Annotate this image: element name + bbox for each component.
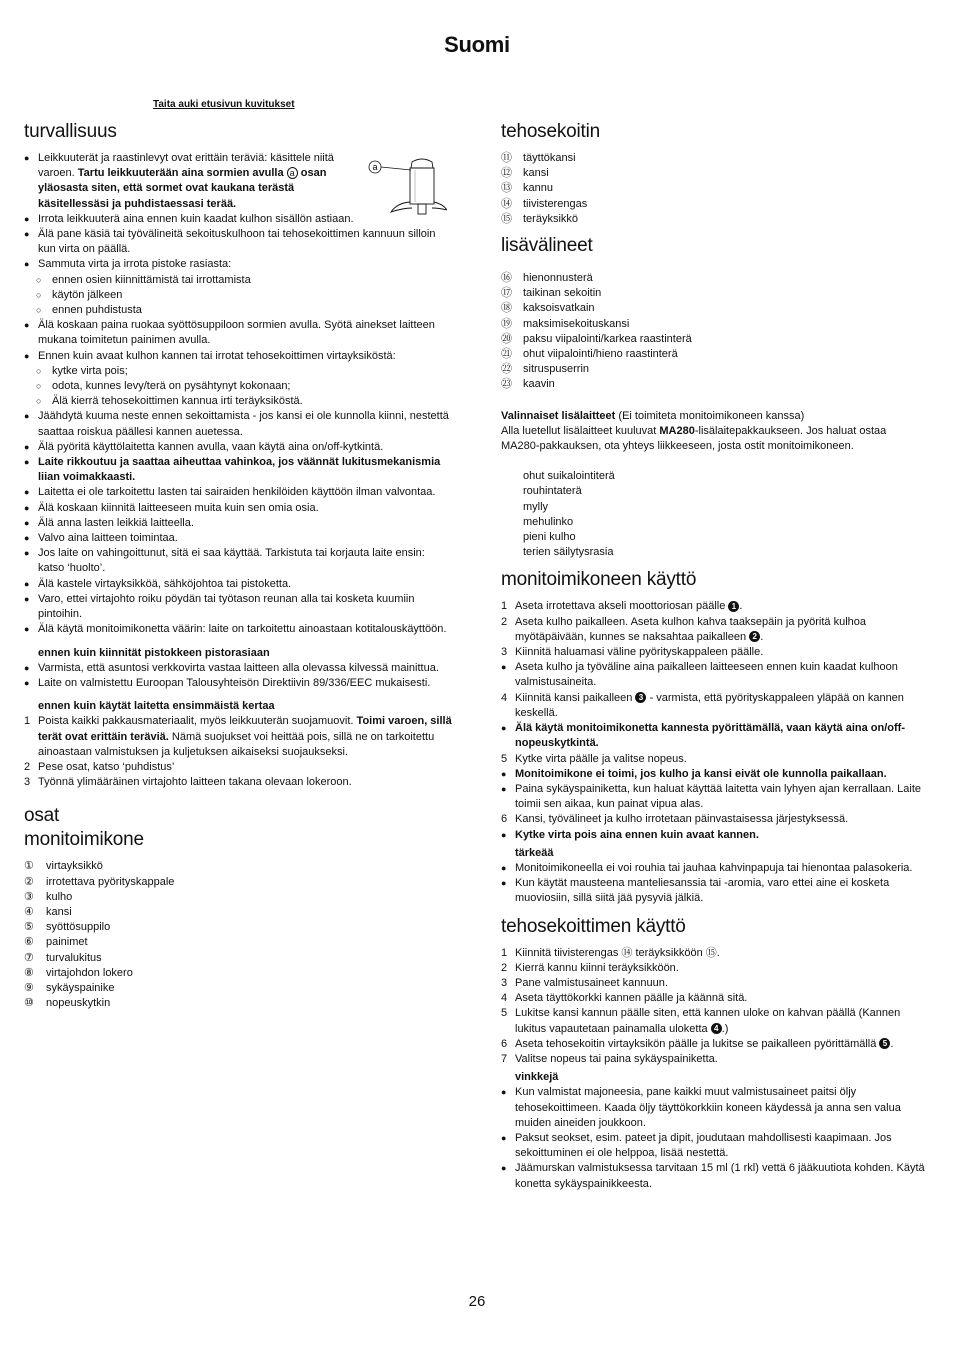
page-number: 26 xyxy=(468,1293,486,1310)
fold-note: Taita auki etusivun kuvitukset xyxy=(153,99,295,110)
part-item: ① virtayksikkö xyxy=(24,860,103,873)
optional-item: mylly xyxy=(523,500,549,513)
safety-item: ● Älä koskaan kiinnitä laitteeseen muita kuin sen omia osia. xyxy=(24,501,454,516)
sub-item: ○ käytön jälkeen xyxy=(24,288,454,303)
sub-item: ○ kytke virta pois; xyxy=(24,364,454,379)
use-step: 1 Aseta irrotettava akseli moottoriosan päälle 1 . xyxy=(501,600,743,613)
before-plug-list xyxy=(24,661,454,691)
step-badge: 5 xyxy=(879,1038,890,1049)
blender-step: 2 Kierrä kannu kiinni teräyksikköön. xyxy=(501,961,679,974)
important-heading: tärkeää xyxy=(515,846,554,859)
part-item: ⑩ nopeuskytkin xyxy=(24,997,111,1010)
safety-list xyxy=(24,151,454,638)
safety-item: ● Valvo aina laitteen toimintaa. xyxy=(24,531,454,546)
tip-item: ● Kun valmistat majoneesia, pane kaikki muut valmistusaineet paitsi öljy tehosekoittimeen. Kaada öljy täyttökorkkiin koneen käydessä ja anna sen valua muiden aineiden joukkoon. xyxy=(501,1085,926,1131)
accessories-heading: lisävälineet xyxy=(501,235,593,257)
use-step: 2 Aseta kulho paikalleen. Aseta kulhon kahva taaksepäin ja pyöritä kulhoa myötäpäivään, kunnes se naksahtaa paikalleen 2 . xyxy=(501,615,867,643)
sub-item: ○ Älä kierrä tehosekoittimen kannua irti teräyksiköstä. xyxy=(24,394,454,409)
left-column xyxy=(24,120,454,1011)
tip-item: ● Jäämurskan valmistuksessa tarvitaan 15 ml (1 rkl) vettä 6 jääkuutiota kohden. Käytä konetta sykäyspainikkeesta. xyxy=(501,1161,926,1191)
safety-item: ● Ennen kuin avaat kulhon kannen tai irrotat tehosekoittimen virtayksiköstä: xyxy=(24,349,454,364)
safety-item: ● Laitetta ei ole tarkoitettu lasten tai sairaiden henkilöiden käyttöön ilman valvontaa. xyxy=(24,485,454,500)
step-badge: 3 xyxy=(635,692,646,703)
accessory-item: ⑲ maksimisekoituskansi xyxy=(501,317,630,330)
first-use-step: 3 Työnnä ylimääräinen virtajohto laitteen takana olevaan lokeroon. xyxy=(24,776,352,789)
step-badge: 4 xyxy=(711,1023,722,1034)
safety-item: ● Irrota leikkuuterä aina ennen kuin kaadat kulhon sisällön astiaan. xyxy=(24,212,356,227)
optional-accessories: Valinnaiset lisälaitteet (Ei toimiteta monitoimikoneen kanssa) Alla luetellut lisälaitteet kuuluvat MA280-lisälaitepakkaukseen. Jos haluat ostaa MA280-pakkauksen, ota yhteys liikkeeseen, josta ostit monitoimikoneen. xyxy=(501,409,887,453)
part-item: ⑦ turvalukitus xyxy=(24,951,102,964)
part-item: ⑪ täyttökansi xyxy=(501,152,576,164)
step-badge: 2 xyxy=(749,631,760,642)
blender-step: 7 Valitse nopeus tai paina sykäyspainiketta. xyxy=(501,1052,718,1065)
use-step: 5 Kytke virta päälle ja valitse nopeus. xyxy=(501,752,687,765)
accessory-item: ㉑ ohut viipalointi/hieno raastinterä xyxy=(501,348,678,361)
blender-step: 1 Kiinnitä tiivisterengas ⑭ teräyksikköön ⑮. xyxy=(501,946,720,959)
accessory-item: ㉓ kaavin xyxy=(501,378,555,391)
optional-item: pieni kulho xyxy=(523,531,576,544)
use-warning: ● Älä käytä monitoimikonetta kannesta pyörittämällä, vaan käytä aina on/off-nopeuskytkintä. xyxy=(501,721,926,751)
important-list xyxy=(501,861,926,907)
blender-step: 3 Pane valmistusaineet kannuun. xyxy=(501,976,668,989)
part-item: ⑮ teräyksikkö xyxy=(501,212,579,225)
part-item: ④ kansi xyxy=(24,905,72,918)
blender-step: 5 Lukitse kansi kannun päälle siten, että kannen uloke on kahvan päällä (Kannen lukitus vapautetaan painamalla uloketta 4 .) xyxy=(501,1007,901,1035)
blender-use-steps xyxy=(501,946,926,1068)
accessory-item: ㉒ sitruspuserrin xyxy=(501,363,590,376)
accessories-list xyxy=(501,271,926,393)
safety-item: ● Jäähdytä kuuma neste ennen sekoittamista - jos kansi ei ole kunnolla kiinni, nestettä saattaa roiskua päällesi kannen auetessa. xyxy=(24,409,454,439)
part-item: ⑭ tiivisterengas xyxy=(501,197,588,210)
use-step: 3 Kiinnitä haluamasi väline pyörityskappaleen päälle. xyxy=(501,646,764,659)
machine-heading: monitoimikone xyxy=(24,829,144,851)
optional-item: rouhintaterä xyxy=(523,485,582,498)
sub-item: ○ ennen puhdistusta xyxy=(24,303,454,318)
blender-step: 4 Aseta täyttökorkki kannen päälle ja käännä sitä. xyxy=(501,992,748,1005)
use-note: ● Aseta kulho ja työväline aina paikalleen laitteeseen ennen kuin kaadat kulhoon valmistusaineita. xyxy=(501,660,926,690)
use-heading: monitoimikoneen käyttö xyxy=(501,569,697,591)
machine-parts-list xyxy=(24,859,454,1011)
before-plug-heading: ennen kuin kiinnität pistokkeen pistorasiaan xyxy=(38,646,270,659)
accessory-item: ⑰ taikinan sekoitin xyxy=(501,287,602,300)
first-use-step: 1 Poista kaikki pakkausmateriaalit, myös leikkuuterän suojamuovit. Toimi varoen, sillä terät ovat erittäin teräviä. Nämä suojukset voi heittää pois, sillä ne on tarkoitettu ainoastaan valmistuksen ja kuljetuksen aikaiseksi suojaukseksi. xyxy=(24,715,452,758)
parts-heading: osat xyxy=(24,805,60,827)
first-use-heading: ennen kuin käytät laitetta ensimmäistä kertaa xyxy=(38,700,275,713)
blender-use-heading: tehosekoittimen käyttö xyxy=(501,915,686,937)
safety-item: ● Älä kastele virtayksikköä, sähköjohtoa tai pistoketta. xyxy=(24,577,454,592)
part-item: ⑬ kannu xyxy=(501,182,553,195)
step-badge: 1 xyxy=(728,601,739,612)
figure-label: a xyxy=(372,162,378,172)
optional-item: ohut suikalointiterä xyxy=(523,470,615,483)
use-steps xyxy=(501,599,926,842)
accessory-item: ⑳ paksu viipalointi/karkea raastinterä xyxy=(501,332,692,345)
safety-item: ● Älä koskaan paina ruokaa syöttösuppiloon sormien avulla. Syötä ainekset laitteen mukana toimitetun painimen avulla. xyxy=(24,318,454,348)
part-item: ⑨ sykäyspainike xyxy=(24,981,115,994)
important-item: ● Monitoimikoneella ei voi rouhia tai jauhaa kahvinpapuja tai hienontaa palasokeria. xyxy=(501,861,926,876)
tip-item: ● Paksut seokset, esim. pateet ja dipit, joudutaan mahdollisesti kaapimaan. Jos sekoittuminen ei ole helppoa, lisää nestettä. xyxy=(501,1131,926,1161)
right-column xyxy=(501,120,926,1192)
blender-step: 6 Aseta tehosekoitin virtayksikön päälle ja lukitse se paikalleen pyörittämällä 5 . xyxy=(501,1037,894,1050)
important-item: ● Kun käytät mausteena manteliesanssia tai -aromia, varo ettei aine ei kosketa muoviosiin, sillä siitä jää pysyviä jälkiä. xyxy=(501,876,926,906)
part-item: ⑤ syöttösuppilo xyxy=(24,921,111,934)
tips-list xyxy=(501,1085,926,1191)
part-item: ② irrotettava pyörityskappale xyxy=(24,875,175,888)
safety-item: ● Jos laite on vahingoittunut, sitä ei saa käyttää. Tarkistuta tai korjauta laite ensin: katso ‘huolto’. xyxy=(24,546,454,576)
optional-item: mehulinko xyxy=(523,515,574,528)
use-step: 6 Kansi, työvälineet ja kulho irrotetaan päinvastaisessa järjestyksessä. xyxy=(501,813,849,826)
page-title: Suomi xyxy=(444,32,510,57)
tips-heading: vinkkejä xyxy=(515,1071,559,1084)
safety-item: ● Älä anna lasten leikkiä laitteella. xyxy=(24,516,454,531)
safety-item: ● Leikkuuterät ja raastinlevyt ovat erittäin teräviä: käsittele niitä varoen. Tartu leikkuuterään aina sormien avulla a osan yläosasta siten, että sormet ovat kaukana terästä käsitellessäsi ja puhdistaessasi terää. xyxy=(24,151,356,212)
use-warning: ● Kytke virta pois aina ennen kuin avaat kannen. xyxy=(501,828,926,843)
before-plug-item: ● Varmista, että asuntosi verkkovirta vastaa laitteen alla olevassa kilvessä mainittua. xyxy=(24,661,454,676)
part-item: ⑧ virtajohdon lokero xyxy=(24,966,133,979)
part-item: ⑫ kansi xyxy=(501,167,549,180)
blender-parts-list xyxy=(501,151,926,227)
optional-item: terien säilytysrasia xyxy=(523,546,614,559)
first-use-step: 2 Pese osat, katso ‘puhdistus’ xyxy=(24,760,175,773)
use-warning: ● Monitoimikone ei toimi, jos kulho ja kansi eivät ole kunnolla paikallaan. xyxy=(501,767,926,782)
safety-heading: turvallisuus xyxy=(24,121,117,142)
before-plug-item: ● Laite on valmistettu Euroopan Talousyhteisön Direktiivin 89/336/EEC mukaisesti. xyxy=(24,676,454,691)
safety-item: ● Sammuta virta ja irrota pistoke rasiasta: xyxy=(24,257,454,272)
safety-item: ● Älä pyöritä käyttölaitetta kannen avulla, vaan käytä aina on/off-kytkintä. xyxy=(24,440,454,455)
part-item: ⑥ painimet xyxy=(24,936,88,949)
accessory-item: ⑯ hienonnusterä xyxy=(501,272,593,285)
use-note: ● Paina sykäyspainiketta, kun haluat käyttää laitetta vain lyhyen ajan kerrallaan. Laite toimii sen aikaa, kun painat vipua alas. xyxy=(501,782,926,812)
safety-item: ● Älä käytä monitoimikonetta väärin: laite on tarkoitettu ainoastaan kotitalouskäyttöön. xyxy=(24,622,454,637)
safety-item: ● Älä pane käsiä tai työvälineitä sekoituskulhoon tai tehosekoittimen kannuun silloin kun virta on päällä. xyxy=(24,227,454,257)
sub-item: ○ ennen osien kiinnittämistä tai irrottamista xyxy=(24,273,454,288)
part-item: ③ kulho xyxy=(24,890,73,903)
accessory-item: ⑱ kaksoisvatkain xyxy=(501,302,595,315)
blender-heading: tehosekoitin xyxy=(501,121,601,142)
first-use-list xyxy=(24,714,454,790)
optional-items-list xyxy=(501,469,926,560)
sub-item: ○ odota, kunnes levy/terä on pysähtynyt kokonaan; xyxy=(24,379,454,394)
use-step: 4 Kiinnitä kansi paikalleen 3 - varmista, että pyörityskappaleen yläpää on kannen keskellä. xyxy=(501,691,904,719)
safety-item-warning: ● Laite rikkoutuu ja saattaa aiheuttaa vahinkoa, jos väännät lukitusmekanismia liian voimakkaasti. xyxy=(24,455,454,485)
safety-item: ● Varo, ettei virtajohto roiku pöydän tai työtason reunan alla tai kosketa kuumiin pintoihin. xyxy=(24,592,454,622)
